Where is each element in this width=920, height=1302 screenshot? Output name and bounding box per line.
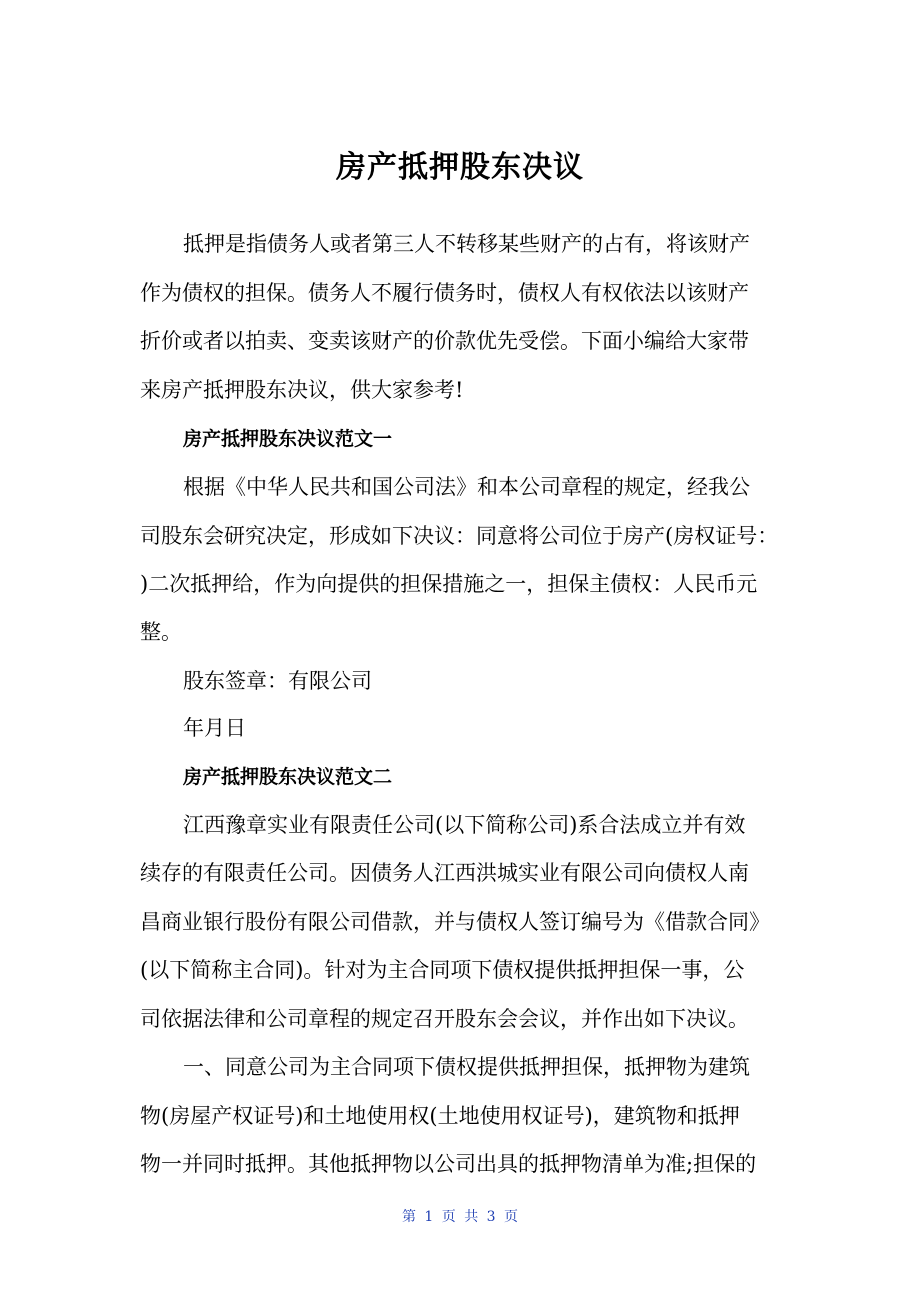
paragraph-line: 根据《中华人民共和国公司法》和本公司章程的规定，经我公 [183, 475, 750, 499]
paragraph-line: )二次抵押给，作为向提供的担保措施之一，担保主债权：人民币元 [140, 572, 758, 596]
paragraph-line: (以下简称主合同)。针对为主合同项下债权提供抵押担保一事，公 [140, 958, 745, 982]
paragraph-line: 来房产抵押股东决议，供大家参考! [140, 378, 464, 402]
paragraph-line: 作为债权的担保。债务人不履行债务时，债权人有权依法以该财产 [140, 281, 749, 305]
paragraph-line: 续存的有限责任公司。因债务人江西洪城实业有限公司向债权人南 [140, 861, 749, 885]
paragraph-line: 抵押是指债务人或者第三人不转移某些财产的占有，将该财产 [183, 232, 750, 256]
paragraph-line: 一、同意公司为主合同项下债权提供抵押担保，抵押物为建筑 [183, 1055, 750, 1079]
paragraph-line: 司股东会研究决定，形成如下决议：同意将公司位于房产(房权证号： [140, 524, 779, 548]
paragraph-line: 整。 [140, 620, 182, 644]
section-heading: 房产抵押股东决议范文一 [183, 428, 393, 450]
date-line: 年月日 [183, 716, 246, 740]
paragraph-line: 折价或者以拍卖、变卖该财产的价款优先受偿。下面小编给大家带 [140, 329, 749, 353]
paragraph-line: 物(房屋产权证号)和土地使用权(土地使用权证号)，建筑物和抵押 [140, 1104, 740, 1128]
paragraph-line: 昌商业银行股份有限公司借款，并与债权人签订编号为《借款合同》 [140, 910, 770, 934]
paragraph-line: 物一并同时抵押。其他抵押物以公司出具的抵押物清单为准;担保的 [140, 1152, 757, 1176]
paragraph-line: 司依据法律和公司章程的规定召开股东会会议，并作出如下决议。 [140, 1007, 749, 1031]
signature-line: 股东签章：有限公司 [183, 669, 372, 693]
paragraph-line: 江西豫章实业有限责任公司(以下简称公司)系合法成立并有效 [183, 813, 746, 837]
page-number: 第 1 页 共 3 页 [401, 1209, 519, 1225]
section-heading: 房产抵押股东决议范文二 [183, 766, 393, 788]
document-title: 房产抵押股东决议 [336, 150, 584, 185]
